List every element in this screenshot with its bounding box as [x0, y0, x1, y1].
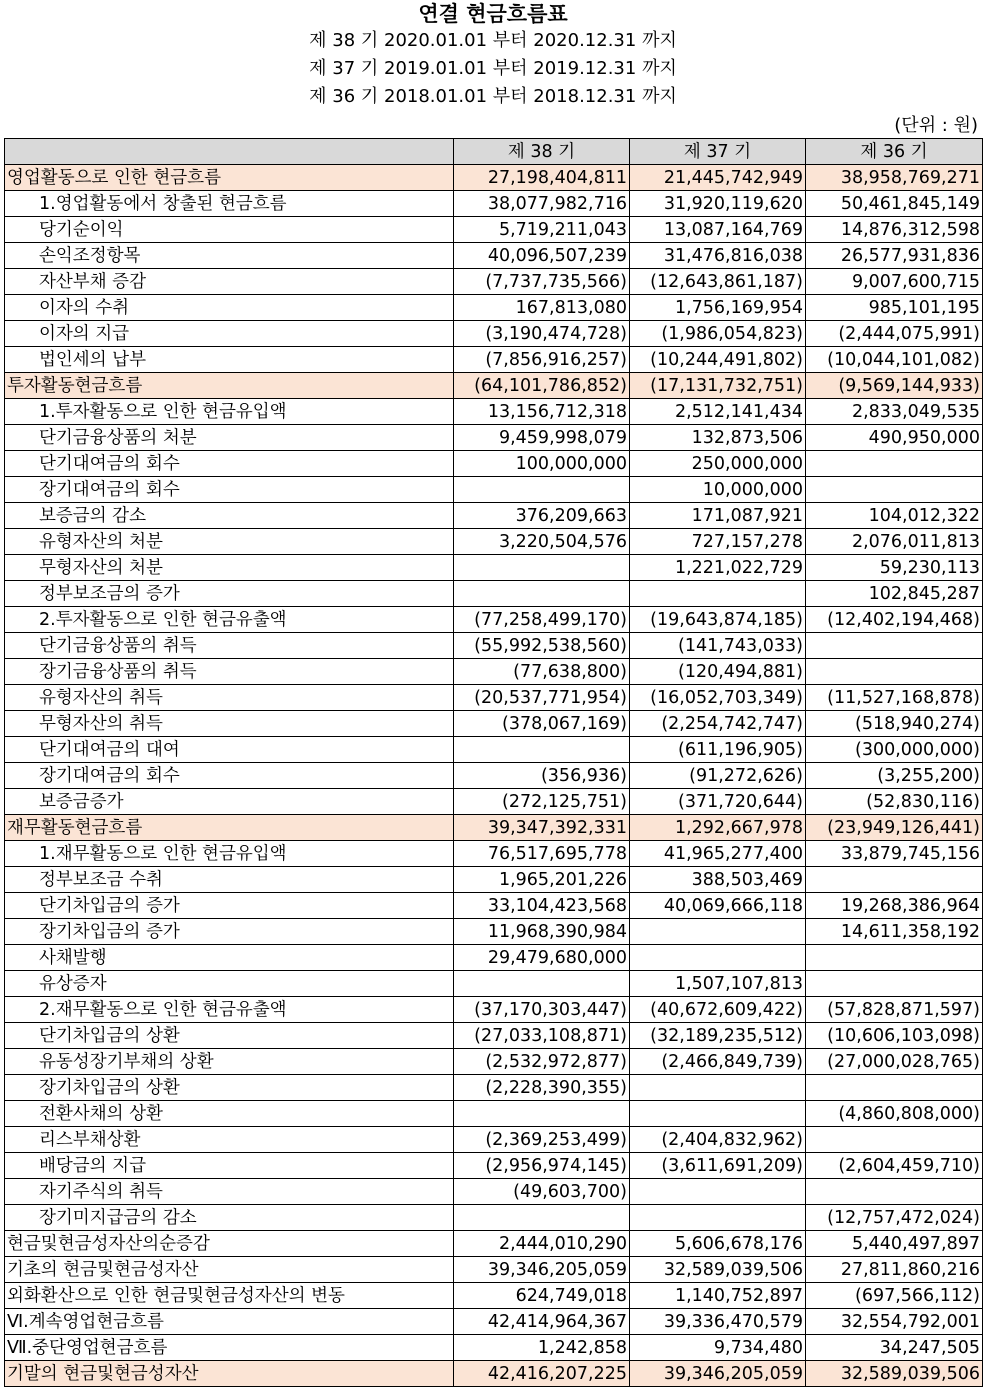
row-value-38: 38,077,982,716: [454, 191, 630, 217]
row-value-37: 32,589,039,506: [630, 1257, 806, 1283]
row-label: 무형자산의 처분: [5, 555, 454, 581]
row-label: 단기차입금의 상환: [5, 1023, 454, 1049]
row-value-36: [806, 1179, 983, 1205]
table-row: [5, 945, 983, 971]
row-value-38: 3,220,504,576: [454, 529, 630, 555]
row-value-36: 26,577,931,836: [806, 243, 983, 269]
row-value-38: (55,992,538,560): [454, 633, 630, 659]
table-row: [5, 737, 983, 763]
row-value-38: 42,414,964,367: [454, 1309, 630, 1335]
row-value-38: (3,190,474,728): [454, 321, 630, 347]
row-value-37: 40,069,666,118: [630, 893, 806, 919]
row-value-37: 21,445,742,949: [630, 165, 806, 191]
row-value-37: (17,131,732,751): [630, 373, 806, 399]
row-value-37: 1,140,752,897: [630, 1283, 806, 1309]
cash-flow-table: [4, 138, 983, 1387]
row-label: 정부보조금 수취: [5, 867, 454, 893]
row-value-37: (12,643,861,187): [630, 269, 806, 295]
row-label: 단기대여금의 대여: [5, 737, 454, 763]
row-label: 정부보조금의 증가: [5, 581, 454, 607]
row-value-38: (2,956,974,145): [454, 1153, 630, 1179]
row-value-36: 50,461,845,149: [806, 191, 983, 217]
row-value-38: [454, 581, 630, 607]
row-value-37: 1,507,107,813: [630, 971, 806, 997]
table-row: [5, 867, 983, 893]
row-value-38: 11,968,390,984: [454, 919, 630, 945]
row-value-36: (52,830,116): [806, 789, 983, 815]
table-row: [5, 451, 983, 477]
row-value-37: 2,512,141,434: [630, 399, 806, 425]
table-row: [5, 763, 983, 789]
row-label: 무형자산의 취득: [5, 711, 454, 737]
row-value-36: 34,247,505: [806, 1335, 983, 1361]
row-value-36: [806, 1075, 983, 1101]
row-label: 재무활동현금흐름: [5, 815, 454, 841]
table-row: [5, 789, 983, 815]
row-value-36: (2,444,075,991): [806, 321, 983, 347]
row-value-37: 1,292,667,978: [630, 815, 806, 841]
row-value-38: [454, 1205, 630, 1231]
row-value-38: (356,936): [454, 763, 630, 789]
row-label: 투자활동현금흐름: [5, 373, 454, 399]
table-row: [5, 555, 983, 581]
row-value-38: 2,444,010,290: [454, 1231, 630, 1257]
row-value-37: 727,157,278: [630, 529, 806, 555]
table-row: [5, 1023, 983, 1049]
row-label: 단기금융상품의 취득: [5, 633, 454, 659]
unit-label: (단위 : 원): [894, 115, 978, 136]
row-value-36: (57,828,871,597): [806, 997, 983, 1023]
table-row: [5, 685, 983, 711]
row-value-36: 27,811,860,216: [806, 1257, 983, 1283]
row-value-37: (19,643,874,185): [630, 607, 806, 633]
row-value-38: (64,101,786,852): [454, 373, 630, 399]
table-row: [5, 269, 983, 295]
row-label: 리스부채상환: [5, 1127, 454, 1153]
row-value-38: (77,638,800): [454, 659, 630, 685]
row-label: 단기대여금의 회수: [5, 451, 454, 477]
row-value-38: 1,242,858: [454, 1335, 630, 1361]
row-value-36: 14,876,312,598: [806, 217, 983, 243]
table-row: [5, 1231, 983, 1257]
row-value-37: (141,743,033): [630, 633, 806, 659]
table-row: [5, 581, 983, 607]
row-value-38: [454, 737, 630, 763]
row-value-38: 100,000,000: [454, 451, 630, 477]
row-label: 1.투자활동으로 인한 현금유입액: [5, 399, 454, 425]
header-period-37: 제 37 기: [630, 139, 806, 165]
table-row: [5, 1049, 983, 1075]
row-label: 보증금의 감소: [5, 503, 454, 529]
row-value-36: (10,606,103,098): [806, 1023, 983, 1049]
table-row: [5, 477, 983, 503]
row-label: 영업활동으로 인한 현금흐름: [5, 165, 454, 191]
row-value-37: 9,734,480: [630, 1335, 806, 1361]
row-value-37: 41,965,277,400: [630, 841, 806, 867]
row-label: 2.재무활동으로 인한 현금유출액: [5, 997, 454, 1023]
row-value-36: 5,440,497,897: [806, 1231, 983, 1257]
row-label: Ⅶ.중단영업현금흐름: [5, 1335, 454, 1361]
table-row: [5, 217, 983, 243]
row-value-38: 39,347,392,331: [454, 815, 630, 841]
row-value-37: [630, 1179, 806, 1205]
row-value-38: (49,603,700): [454, 1179, 630, 1205]
table-row: [5, 399, 983, 425]
table-row: [5, 1101, 983, 1127]
row-value-38: 33,104,423,568: [454, 893, 630, 919]
row-value-38: (20,537,771,954): [454, 685, 630, 711]
row-label: 장기미지급금의 감소: [5, 1205, 454, 1231]
table-row: [5, 1179, 983, 1205]
row-value-36: 9,007,600,715: [806, 269, 983, 295]
table-row: [5, 1309, 983, 1335]
row-value-37: [630, 1205, 806, 1231]
row-value-37: 31,476,816,038: [630, 243, 806, 269]
table-row: [5, 1361, 983, 1387]
row-value-36: (300,000,000): [806, 737, 983, 763]
row-value-36: [806, 971, 983, 997]
table-row: [5, 971, 983, 997]
table-row: [5, 633, 983, 659]
period-37: 제 37 기 2019.01.01 부터 2019.12.31 까지: [309, 58, 677, 79]
row-label: Ⅵ.계속영업현금흐름: [5, 1309, 454, 1335]
table-row: [5, 1335, 983, 1361]
row-value-37: 388,503,469: [630, 867, 806, 893]
table-row: [5, 711, 983, 737]
row-value-38: 39,346,205,059: [454, 1257, 630, 1283]
row-value-38: 76,517,695,778: [454, 841, 630, 867]
row-value-38: 40,096,507,239: [454, 243, 630, 269]
row-value-38: [454, 555, 630, 581]
row-value-36: [806, 633, 983, 659]
row-value-38: (37,170,303,447): [454, 997, 630, 1023]
row-value-38: (272,125,751): [454, 789, 630, 815]
row-label: 손익조정항목: [5, 243, 454, 269]
table-row: [5, 529, 983, 555]
table-row: [5, 1257, 983, 1283]
row-value-37: [630, 1101, 806, 1127]
row-value-36: 19,268,386,964: [806, 893, 983, 919]
row-value-37: [630, 945, 806, 971]
row-value-38: 5,719,211,043: [454, 217, 630, 243]
row-value-38: 1,965,201,226: [454, 867, 630, 893]
row-value-38: (7,737,735,566): [454, 269, 630, 295]
row-label: 장기차입금의 증가: [5, 919, 454, 945]
row-value-37: (32,189,235,512): [630, 1023, 806, 1049]
row-value-36: (4,860,808,000): [806, 1101, 983, 1127]
row-value-36: 490,950,000: [806, 425, 983, 451]
row-value-36: 2,076,011,813: [806, 529, 983, 555]
row-value-38: (2,532,972,877): [454, 1049, 630, 1075]
table-row: [5, 815, 983, 841]
row-label: 단기금융상품의 처분: [5, 425, 454, 451]
row-value-38: 9,459,998,079: [454, 425, 630, 451]
table-row: [5, 295, 983, 321]
row-value-37: (120,494,881): [630, 659, 806, 685]
row-value-37: (2,404,832,962): [630, 1127, 806, 1153]
row-label: 배당금의 지급: [5, 1153, 454, 1179]
row-value-37: (371,720,644): [630, 789, 806, 815]
row-value-38: (378,067,169): [454, 711, 630, 737]
row-value-37: 5,606,678,176: [630, 1231, 806, 1257]
table-row: [5, 321, 983, 347]
row-value-38: (27,033,108,871): [454, 1023, 630, 1049]
row-value-38: [454, 971, 630, 997]
table-row: [5, 607, 983, 633]
row-label: 보증금증가: [5, 789, 454, 815]
table-row: [5, 841, 983, 867]
row-label: 단기차입금의 증가: [5, 893, 454, 919]
page-title: 연결 현금흐름표: [418, 2, 568, 26]
row-value-38: 27,198,404,811: [454, 165, 630, 191]
row-value-36: (10,044,101,082): [806, 347, 983, 373]
row-value-37: (16,052,703,349): [630, 685, 806, 711]
row-value-36: (3,255,200): [806, 763, 983, 789]
row-value-36: (11,527,168,878): [806, 685, 983, 711]
header-item: [5, 139, 454, 165]
row-label: 1.재무활동으로 인한 현금유입액: [5, 841, 454, 867]
row-value-37: [630, 919, 806, 945]
row-value-36: (12,402,194,468): [806, 607, 983, 633]
row-value-38: [454, 477, 630, 503]
row-label: 장기금융상품의 취득: [5, 659, 454, 685]
row-value-36: 32,554,792,001: [806, 1309, 983, 1335]
row-label: 자산부채 증감: [5, 269, 454, 295]
table-row: [5, 997, 983, 1023]
row-value-37: 31,920,119,620: [630, 191, 806, 217]
row-label: 1.영업활동에서 창출된 현금흐름: [5, 191, 454, 217]
table-row: [5, 503, 983, 529]
table-row: [5, 1075, 983, 1101]
row-value-36: (12,757,472,024): [806, 1205, 983, 1231]
row-label: 2.투자활동으로 인한 현금유출액: [5, 607, 454, 633]
row-value-36: [806, 945, 983, 971]
row-value-36: (518,940,274): [806, 711, 983, 737]
row-label: 외화환산으로 인한 현금및현금성자산의 변동: [5, 1283, 454, 1309]
table-row: [5, 1205, 983, 1231]
row-label: 전환사채의 상환: [5, 1101, 454, 1127]
row-value-36: [806, 867, 983, 893]
row-value-38: 167,813,080: [454, 295, 630, 321]
row-value-38: 29,479,680,000: [454, 945, 630, 971]
row-value-37: 13,087,164,769: [630, 217, 806, 243]
row-label: 기말의 현금및현금성자산: [5, 1361, 454, 1387]
row-value-36: [806, 659, 983, 685]
row-value-37: 10,000,000: [630, 477, 806, 503]
row-value-36: 59,230,113: [806, 555, 983, 581]
row-value-37: 39,336,470,579: [630, 1309, 806, 1335]
row-value-37: (2,466,849,739): [630, 1049, 806, 1075]
row-value-37: 250,000,000: [630, 451, 806, 477]
row-value-36: (23,949,126,441): [806, 815, 983, 841]
table-row: [5, 1127, 983, 1153]
row-label: 기초의 현금및현금성자산: [5, 1257, 454, 1283]
row-value-37: (1,986,054,823): [630, 321, 806, 347]
row-value-38: [454, 1101, 630, 1127]
row-value-36: 32,589,039,506: [806, 1361, 983, 1387]
row-value-37: 132,873,506: [630, 425, 806, 451]
row-value-38: (77,258,499,170): [454, 607, 630, 633]
table-row: [5, 425, 983, 451]
row-value-36: (27,000,028,765): [806, 1049, 983, 1075]
row-value-38: (2,369,253,499): [454, 1127, 630, 1153]
table-row: [5, 191, 983, 217]
row-value-36: 14,611,358,192: [806, 919, 983, 945]
row-value-36: 38,958,769,271: [806, 165, 983, 191]
row-value-36: [806, 1127, 983, 1153]
row-value-37: [630, 1075, 806, 1101]
row-value-36: (697,566,112): [806, 1283, 983, 1309]
period-36: 제 36 기 2018.01.01 부터 2018.12.31 까지: [309, 86, 677, 107]
row-value-37: (91,272,626): [630, 763, 806, 789]
row-value-36: (9,569,144,933): [806, 373, 983, 399]
header-period-36: 제 36 기: [806, 139, 983, 165]
table-row: [5, 919, 983, 945]
table-row: [5, 373, 983, 399]
row-value-36: 985,101,195: [806, 295, 983, 321]
row-label: 당기순이익: [5, 217, 454, 243]
row-value-38: 13,156,712,318: [454, 399, 630, 425]
row-label: 장기대여금의 회수: [5, 477, 454, 503]
table-row: [5, 1283, 983, 1309]
row-value-37: 171,087,921: [630, 503, 806, 529]
row-value-37: 1,221,022,729: [630, 555, 806, 581]
row-label: 유형자산의 처분: [5, 529, 454, 555]
row-value-36: 102,845,287: [806, 581, 983, 607]
header-period-38: 제 38 기: [454, 139, 630, 165]
row-label: 장기대여금의 회수: [5, 763, 454, 789]
table-row: [5, 243, 983, 269]
row-label: 유형자산의 취득: [5, 685, 454, 711]
row-label: 유동성장기부채의 상환: [5, 1049, 454, 1075]
row-label: 자기주식의 취득: [5, 1179, 454, 1205]
row-label: 법인세의 납부: [5, 347, 454, 373]
row-value-37: (40,672,609,422): [630, 997, 806, 1023]
table-row: [5, 165, 983, 191]
row-value-37: 1,756,169,954: [630, 295, 806, 321]
row-value-38: 624,749,018: [454, 1283, 630, 1309]
row-label: 유상증자: [5, 971, 454, 997]
row-label: 이자의 수취: [5, 295, 454, 321]
row-value-37: (611,196,905): [630, 737, 806, 763]
row-value-36: 33,879,745,156: [806, 841, 983, 867]
row-value-38: (2,228,390,355): [454, 1075, 630, 1101]
row-value-36: (2,604,459,710): [806, 1153, 983, 1179]
row-label: 장기차입금의 상환: [5, 1075, 454, 1101]
table-row: [5, 1153, 983, 1179]
row-value-37: [630, 581, 806, 607]
table-row: [5, 893, 983, 919]
row-value-38: (7,856,916,257): [454, 347, 630, 373]
row-value-37: (3,611,691,209): [630, 1153, 806, 1179]
row-label: 이자의 지급: [5, 321, 454, 347]
row-label: 현금및현금성자산의순증감: [5, 1231, 454, 1257]
row-label: 사채발행: [5, 945, 454, 971]
row-value-37: (2,254,742,747): [630, 711, 806, 737]
table-row: [5, 659, 983, 685]
table-row: [5, 347, 983, 373]
period-38: 제 38 기 2020.01.01 부터 2020.12.31 까지: [309, 30, 677, 51]
row-value-38: 42,416,207,225: [454, 1361, 630, 1387]
row-value-36: 104,012,322: [806, 503, 983, 529]
table-header-row: [5, 139, 983, 165]
row-value-37: (10,244,491,802): [630, 347, 806, 373]
row-value-37: 39,346,205,059: [630, 1361, 806, 1387]
row-value-38: 376,209,663: [454, 503, 630, 529]
row-value-36: 2,833,049,535: [806, 399, 983, 425]
row-value-36: [806, 451, 983, 477]
row-value-36: [806, 477, 983, 503]
